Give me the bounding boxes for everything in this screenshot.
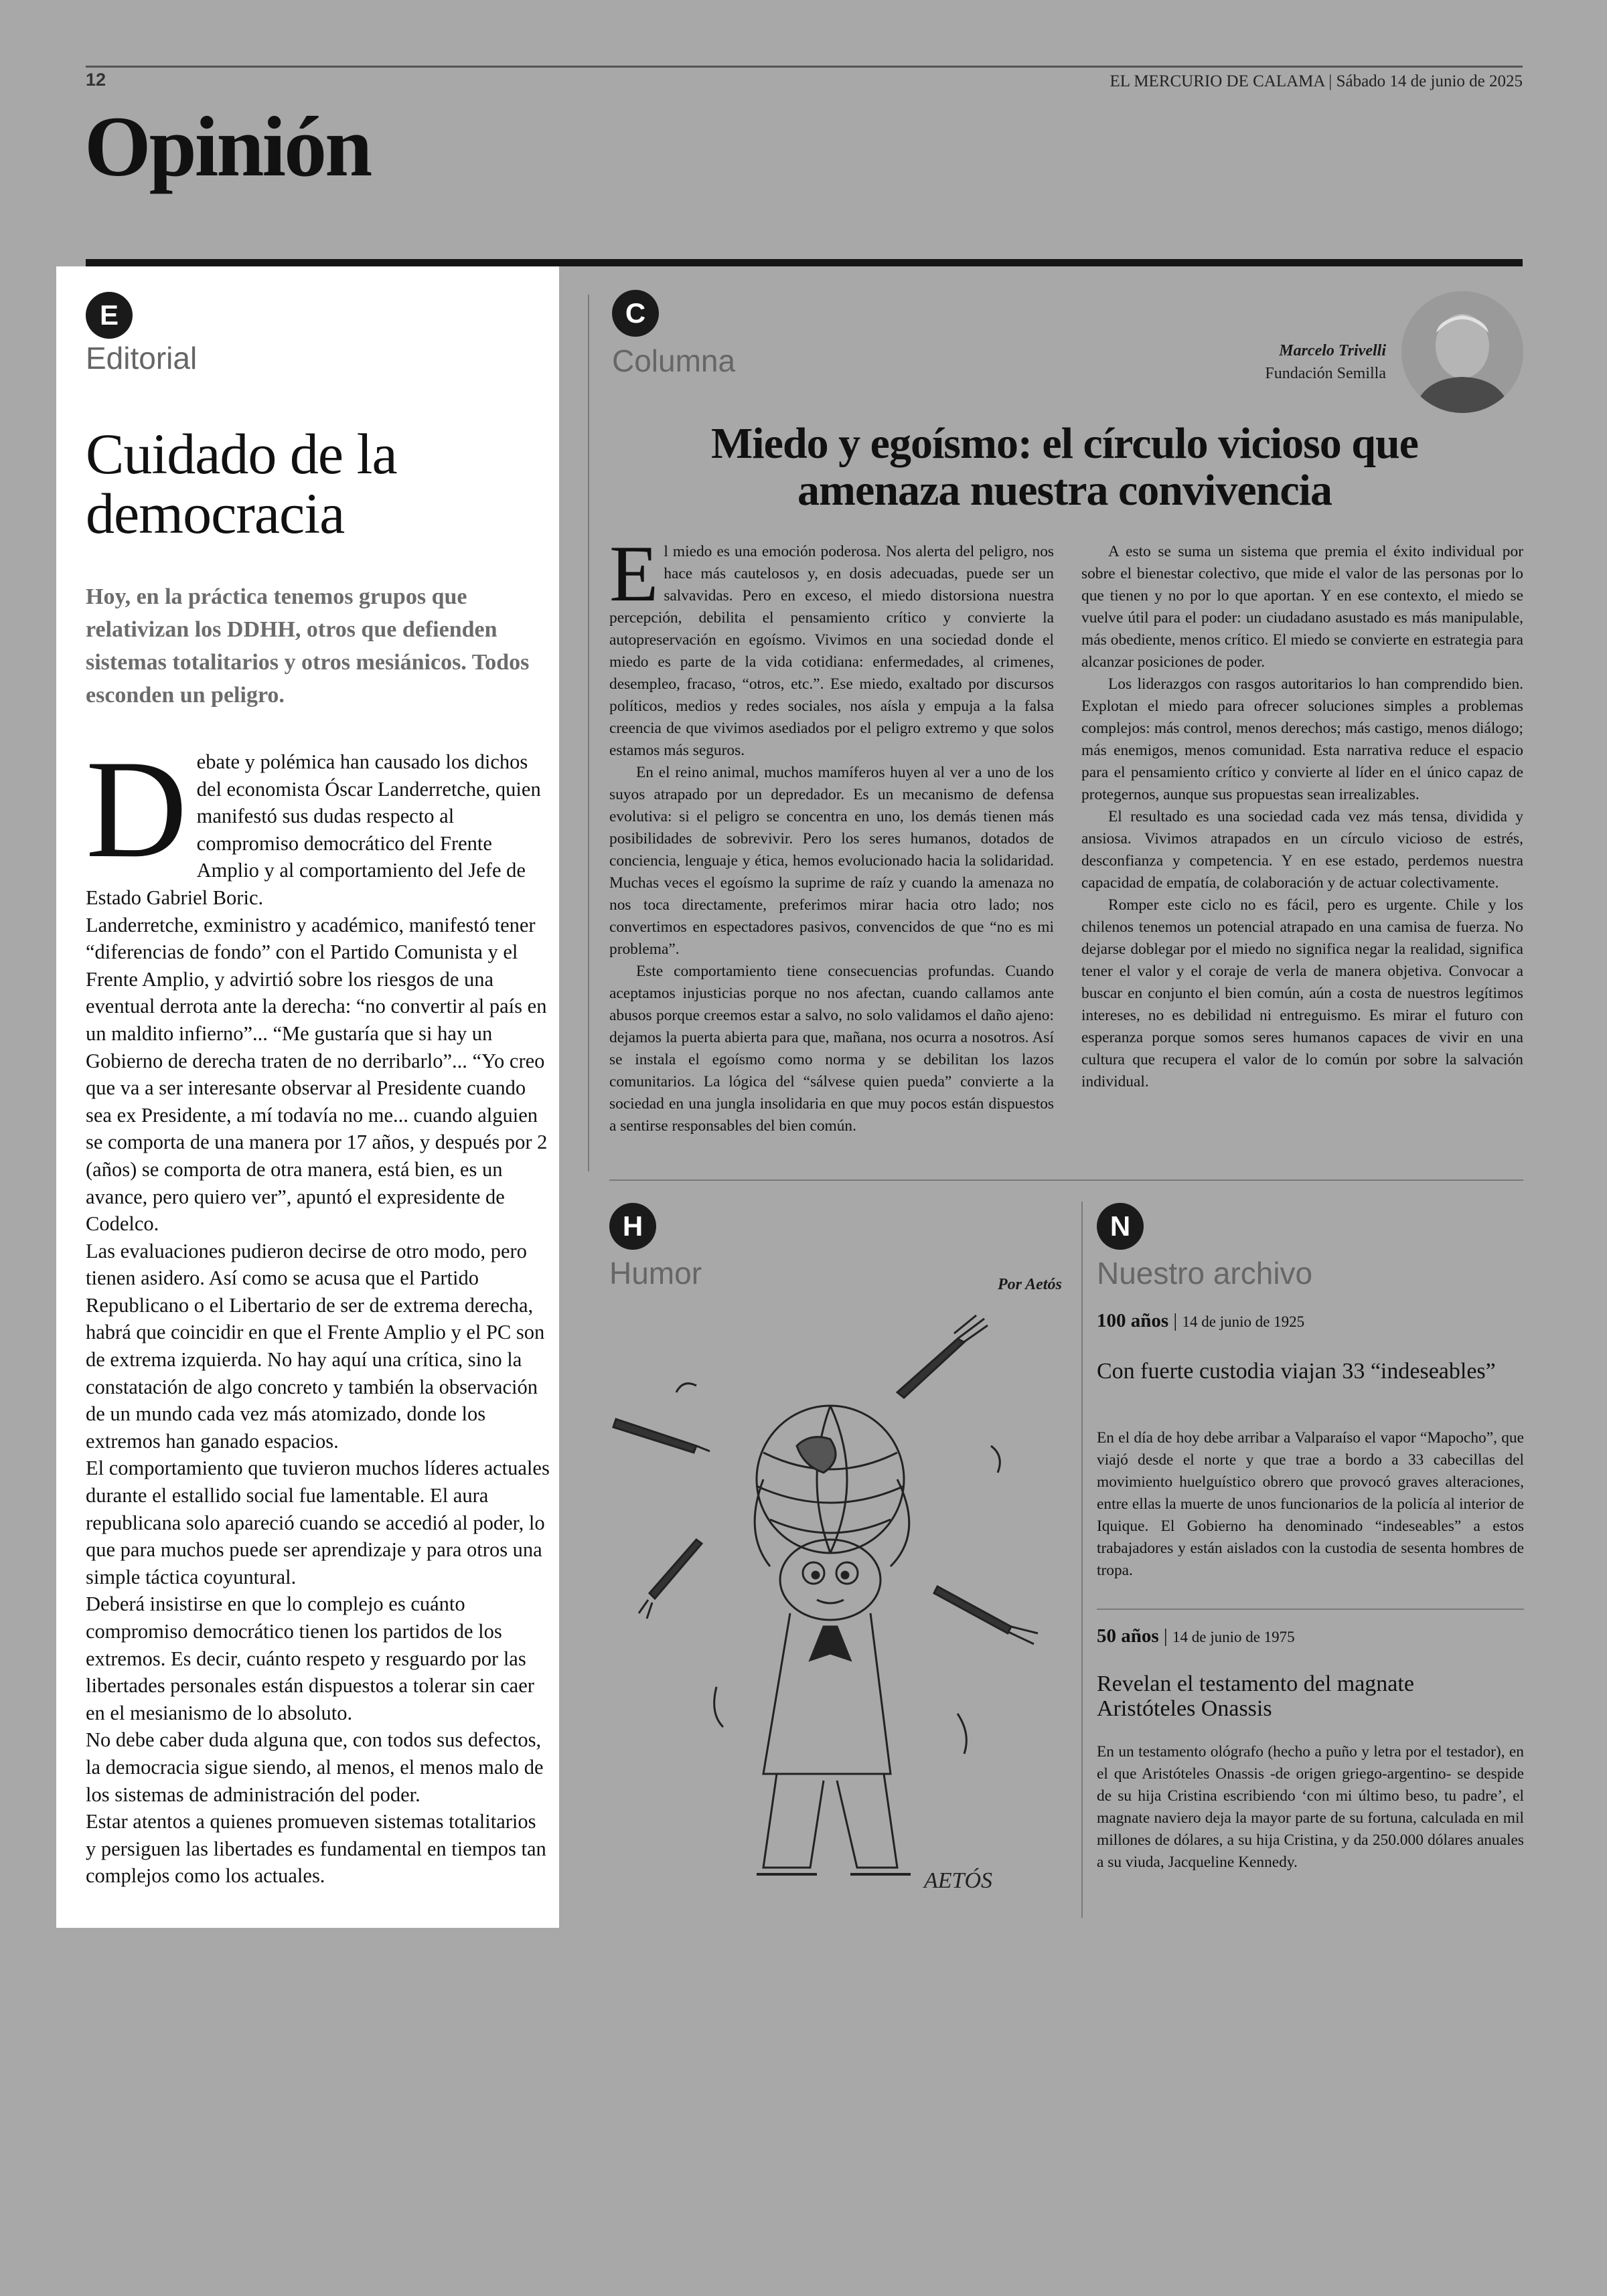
page-number: 12	[86, 70, 106, 90]
editorial-paragraph-text: ebate y polémica han causado los dichos del economista Óscar Landerretche, quien manifestó sus dudas respecto al compromiso democrático del Frente Amplio y al comportamiento del Jefe de Estado Gabriel Boric.	[86, 750, 541, 909]
author-name: Marcelo Trivelli	[1279, 342, 1386, 359]
humor-kicker: Humor	[609, 1256, 702, 1291]
column-dropcap: E	[609, 529, 659, 618]
archive-divider	[1081, 1202, 1083, 1918]
missile-icon	[613, 1419, 710, 1453]
humor-credit: Por Aetós	[998, 1276, 1062, 1293]
archive-date: 14 de junio de 1975	[1172, 1629, 1295, 1645]
column-title: Miedo y egoísmo: el círculo vicioso que amenaza nuestra convivencia	[711, 419, 1418, 515]
column-paragraph: Este comportamiento tiene consecuencias profundas. Cuando aceptamos injusticias porque no nos afectan, cuando callamos ante abusos porque creemos estar a salvo, no solo validamos el daño ajeno: dejamos la puerta abierta para que, mañana, nos ocurra a nosotros. Así se instala el egoísmo como norma y se debilitan los lazos comunitarios. La lógica del “sálvese quien pueda” convierte a la sociedad en una jungla insolidaria en que muy pocos están dispuestos a sentirse responsables del bien común.	[609, 963, 1054, 1135]
author-photo	[1401, 291, 1523, 413]
column-paragraph: Los liderazgos con rasgos autoritarios lo han comprendido bien. Explotan el miedo para ofrecer soluciones simples a problemas complejos: más control, menos derechos; más castigo, menos diálogo; más enemigos, menos comunidad. Esta narrativa reduce el espacio para el pensamiento crítico y convierte al líder en el único capaz de protegernos, aunque sus propuestas sean irrealizables.	[1081, 675, 1523, 803]
author-portrait-icon	[1401, 291, 1523, 413]
column-bottom-rule	[609, 1179, 1523, 1181]
editorial-paragraph: Estar atentos a quienes promueven sistemas totalitarios y persiguen las libertades es fundamental en tiempos tan complejos como los actuales.	[86, 1810, 546, 1888]
column-text-left	[609, 529, 1054, 1137]
archive-date: 14 de junio de 1925	[1182, 1313, 1305, 1330]
editorial-paragraph	[86, 732, 550, 912]
editorial-badge: E	[86, 292, 133, 339]
top-rule	[86, 66, 1523, 68]
author-organization: Fundación Semilla	[1265, 364, 1386, 382]
column-divider	[588, 295, 589, 1171]
humor-badge: H	[609, 1203, 656, 1250]
section-rule	[86, 259, 1523, 266]
editorial-paragraph: Deberá insistirse en que lo complejo es cuánto compromiso democrático tienen los partidos de los extremos. Es decir, cuánto respeto y resguardo por las libertades personales están dispuestos a tolerar sin caer en el mesianismo de lo absoluto.	[86, 1592, 534, 1724]
missile-icon	[897, 1315, 988, 1398]
editorial-paragraph: No debe caber duda alguna que, con todos sus defectos, la democracia sigue siendo, al menos, el menos malo de los sistemas de administración del poder.	[86, 1728, 544, 1806]
archive-rule	[1097, 1609, 1524, 1610]
cartoon-signature: AETÓS	[924, 1868, 992, 1893]
editorial-lead: Hoy, en la práctica tenemos grupos que relativizan los DDHH, otros que defienden sistemas totalitarios y otros mesiánicos. Todos esconden un peligro.	[86, 584, 530, 708]
section-title: Opinión	[84, 99, 371, 194]
column-paragraph: A esto se suma un sistema que premia el éxito individual por sobre el bienestar colectivo, que mide el valor de las personas por lo que tienen y no por lo que aportan. Y en ese contexto, el miedo se vuelve útil para el poder: un ciudadano asustado es más manipulable, más obediente, menos crítico. El miedo se convierte en estrategia para alcanzar posiciones de poder.	[1081, 543, 1523, 671]
editorial-paragraph: El comportamiento que tuvieron muchos líderes actuales durante el estallido social fue lamentable. El aura republicana solo apareció cuando se accedió al poder, lo que para muchos puede ser aprendizaje y para otros una simple táctica coyuntural.	[86, 1457, 550, 1588]
archive-era-label: 100 años	[1097, 1310, 1169, 1331]
column-kicker: Columna	[612, 343, 736, 378]
editorial-paragraph: Landerretche, exministro y académico, manifestó tener “diferencias de fondo” con el Partido Comunista y el Frente Amplio, y advirtió sobre los riesgos de una eventual derrota ante la derecha: “no convertir al país en un maldito infierno”... “Me gustaría que si hay un Gobierno de derecha traten de no derribarlo”... “Yo creo que va a ser interesante observar al Presidente cuando sea ex Presidente, a mí todavía no me... cuando alguien se comporta de una manera por 17 años, y después por 2 (años) se comporta de otra manera, está bien, es un avance, pero quiero ver”, apuntó el expresidente de Codelco.	[86, 913, 548, 1236]
editorial-body	[86, 732, 550, 1890]
column-paragraph: En el reino animal, muchos mamíferos huyen al ver a uno de los suyos atrapado por un depredador. Es un mecanismo de defensa evolutiva: si el peligro se concentra en uno, los demás tienen más posibilidades de sobrevivir. Pero los seres humanos, dotados de conciencia, lenguaje y ética, hemos evolucionado hacia la solidaridad. Muchas veces el egoísmo la suprime de raíz y cuando la amenaza no nos toca directamente, preferimos mirar hacia otro lado; nos convertimos en espectadores pasivos, convencidos de que “no es mi problema”.	[609, 764, 1054, 958]
archive-era-label: 50 años	[1097, 1625, 1159, 1647]
missile-icon	[639, 1540, 702, 1619]
editorial-panel	[56, 266, 559, 1928]
column-paragraph-text: l miedo es una emoción poderosa. Nos alerta del peligro, nos hace más cautelosos y, en dosis adecuadas, puede ser un salvavidas. Pero en exceso, el miedo distorsiona nuestra percepción, debilita el pensamiento crítico y convierte la autopreservación en egoísmo. Vivimos en una sociedad donde el miedo es parte de la vida cotidiana: enfermedades, al crimenes, desempleo, fracaso, “otros, etc.”. Ese miedo, exaltado por discursos políticos, medios y redes sociales, nos aísla y empuja a la falsa creencia de que vivimos asediados por el peligro extremo y que solos estamos más seguros.	[609, 543, 1054, 759]
editorial-dropcap: D	[86, 732, 187, 887]
editorial-title: Cuidado de la democracia	[86, 422, 397, 546]
column-paragraph	[609, 529, 1054, 762]
archive-text: En el día de hoy debe arribar a Valparaíso el vapor “Mapocho”, que viajó desde el norte y que trae a bordo a 33 cabecillas del movimiento huelguístico obrero que provocó graves alteraciones, entre ellas la muerte de unos funcionarios de la policía al interior de Iquique. El Gobierno ha denominado “indeseables” a estos trabajadores y están aislados con la custodia de sesenta hombres de tropa.	[1097, 1429, 1524, 1579]
archive-era: 100 años | 14 de junio de 1925	[1097, 1310, 1305, 1331]
column-author	[1138, 340, 1386, 385]
column-paragraph: Romper este ciclo no es fácil, pero es urgente. Chile y los chilenos tenemos un potencial atrapado en una camisa de fuerza. No dejarse doblegar por el miedo no significa negar la realidad, significa tener el valor y el coraje de verla de manera objetiva. Convocar a buscar en conjunto el bien común, aún a costa de nuestros legítimos intereses, no es debilidad ni entreguismo. Es mirar el futuro con esperanza porque somos seres humanos capaces de vivir en una cultura que recupera el valor de lo común por sobre la salvación individual.	[1081, 896, 1523, 1090]
column-paragraph: El resultado es una sociedad cada vez más tensa, dividida y ansiosa. Vivimos atrapados en un círculo vicioso de estrés, desconfianza y competencia. Y en ese estado, perdemos nuestra capacidad de empatía, de colaboración y de actuar colectivamente.	[1081, 808, 1523, 892]
column-badge: C	[612, 290, 659, 337]
masthead: EL MERCURIO DE CALAMA | Sábado 14 de junio de 2025	[1109, 72, 1523, 90]
missile-icon	[934, 1586, 1038, 1644]
column-text-right	[1081, 541, 1523, 1093]
archive-headline: Revelan el testamento del magnate Aristóteles Onassis	[1097, 1671, 1414, 1721]
humor-cartoon	[609, 1312, 1071, 1908]
cartoon-drawing-icon	[609, 1312, 1071, 1908]
archive-kicker: Nuestro archivo	[1097, 1256, 1313, 1291]
editorial-kicker: Editorial	[86, 341, 198, 376]
editorial-paragraph: Las evaluaciones pudieron decirse de otro modo, pero tienen asidero. Así como se acusa que el Partido Republicano o el Libertario de ser de extrema derecha, habrá que coincidir en que el Frente Amplio y el PC son de extrema izquierda. No hay aquí una crítica, sino la constatación de algo concreto y también la observación de un mundo cada vez más atomizado, donde los extremos han ganado espacios.	[86, 1239, 545, 1453]
archive-badge: N	[1097, 1203, 1144, 1250]
archive-era: 50 años | 14 de junio de 1975	[1097, 1625, 1295, 1647]
archive-text: En un testamento ológrafo (hecho a puño y letra por el testador), en el que Aristóteles Onassis -de origen griego-argentino- se despide de su hija Cristina escribiendo ‘con mi último beso, tu padre’, el magnate naviero deja la mayor parte de su fortuna, calculada en mil millones de dólares, a su hija Cristina, y da 250.000 dólares anuales a su viuda, Jacqueline Kennedy.	[1097, 1743, 1524, 1871]
archive-headline: Con fuerte custodia viajan 33 “indeseables”	[1097, 1359, 1496, 1384]
